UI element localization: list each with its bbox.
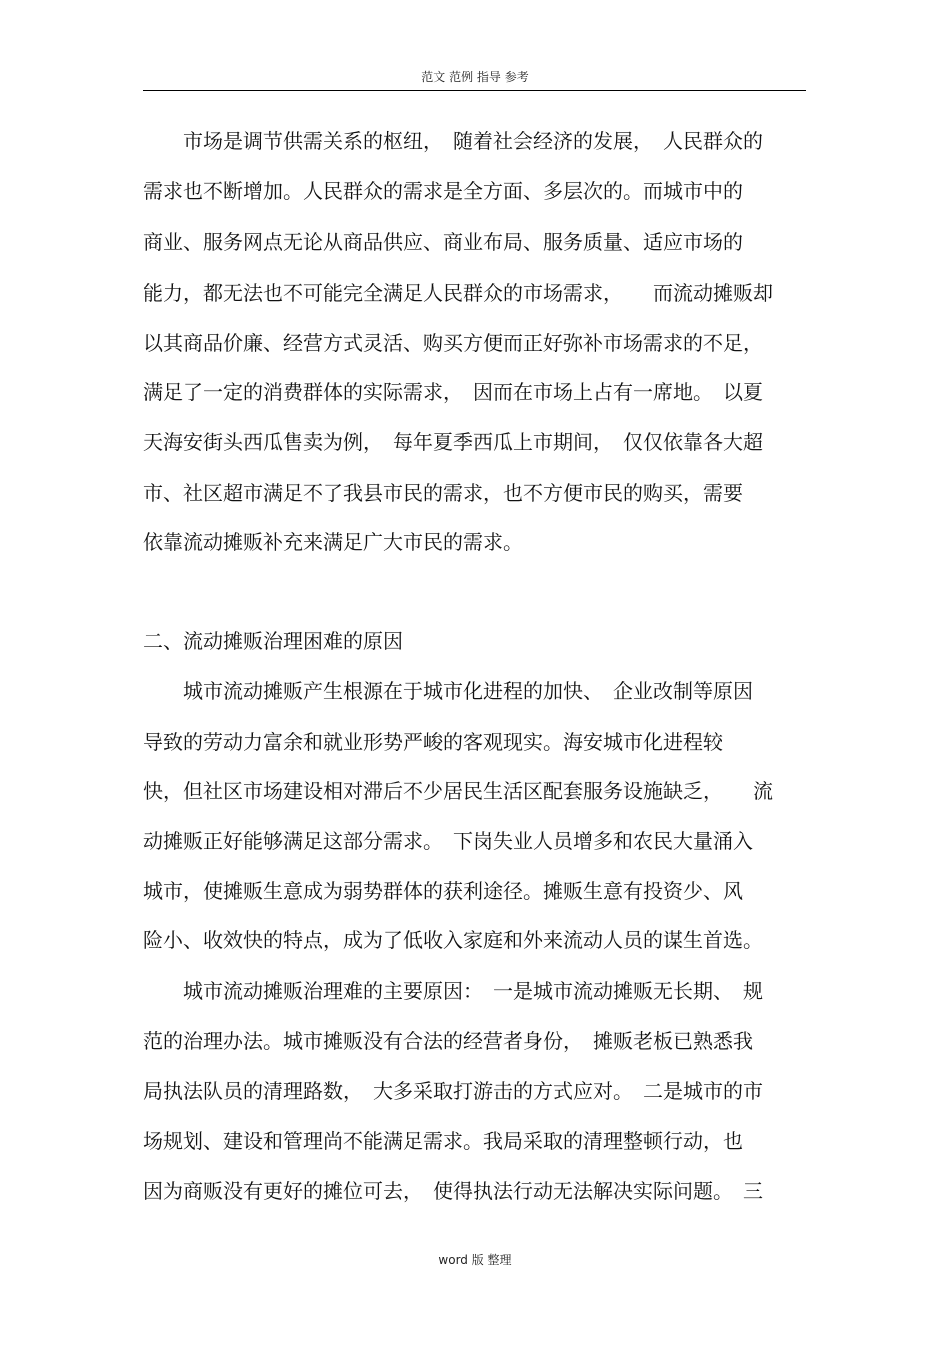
page-footer: word 版 整理 bbox=[438, 1253, 512, 1267]
text-line: 市场是调节供需关系的枢纽， 随着社会经济的发展， 人民群众的 bbox=[143, 129, 763, 153]
text-line: 依靠流动摊贩补充来满足广大市民的需求。 bbox=[143, 530, 523, 554]
text-line: 局执法队员的清理路数， 大多采取打游击的方式应对。 二是城市的市 bbox=[143, 1079, 763, 1103]
text-line: 以其商品价廉、经营方式灵活、购买方便而正好弥补市场需求的不足， bbox=[143, 331, 763, 355]
text-line: 天海安街头西瓜售卖为例， 每年夏季西瓜上市期间， 仅仅依靠各大超 bbox=[143, 430, 763, 454]
text-line: 能力，都无法也不可能完全满足人民群众的市场需求， 而流动摊贩却 bbox=[143, 281, 773, 305]
text-line: 城市，使摊贩生意成为弱势群体的获利途径。摊贩生意有投资少、风 bbox=[143, 879, 743, 903]
text-line: 导致的劳动力富余和就业形势严峻的客观现实。海安城市化进程较 bbox=[143, 730, 723, 754]
text-line: 市、社区超市满足不了我县市民的需求，也不方便市民的购买，需要 bbox=[143, 481, 743, 505]
text-line: 场规划、建设和管理尚不能满足需求。我局采取的清理整顿行动，也 bbox=[143, 1129, 743, 1153]
page-header: 范文 范例 指导 参考 bbox=[421, 70, 529, 84]
header-rule bbox=[143, 90, 806, 91]
text-line: 险小、收效快的特点，成为了低收入家庭和外来流动人员的谋生首选。 bbox=[143, 928, 763, 952]
text-line: 快，但社区市场建设相对滞后不少居民生活区配套服务设施缺乏， 流 bbox=[143, 779, 773, 803]
text-line: 动摊贩正好能够满足这部分需求。 下岗失业人员增多和农民大量涌入 bbox=[143, 829, 753, 853]
text-line: 满足了一定的消费群体的实际需求， 因而在市场上占有一席地。 以夏 bbox=[143, 380, 763, 404]
text-line: 范的治理办法。城市摊贩没有合法的经营者身份， 摊贩老板已熟悉我 bbox=[143, 1029, 753, 1053]
text-line: 城市流动摊贩治理难的主要原因： 一是城市流动摊贩无长期、 规 bbox=[143, 979, 763, 1003]
section-heading: 二、流动摊贩治理困难的原因 bbox=[143, 629, 403, 653]
text-line: 商业、服务网点无论从商品供应、商业布局、服务质量、适应市场的 bbox=[143, 230, 743, 254]
text-line: 城市流动摊贩产生根源在于城市化进程的加快、 企业改制等原因 bbox=[143, 679, 753, 703]
text-line: 因为商贩没有更好的摊位可去， 使得执法行动无法解决实际问题。 三 bbox=[143, 1179, 763, 1203]
text-line: 需求也不断增加。人民群众的需求是全方面、多层次的。而城市中的 bbox=[143, 179, 743, 203]
